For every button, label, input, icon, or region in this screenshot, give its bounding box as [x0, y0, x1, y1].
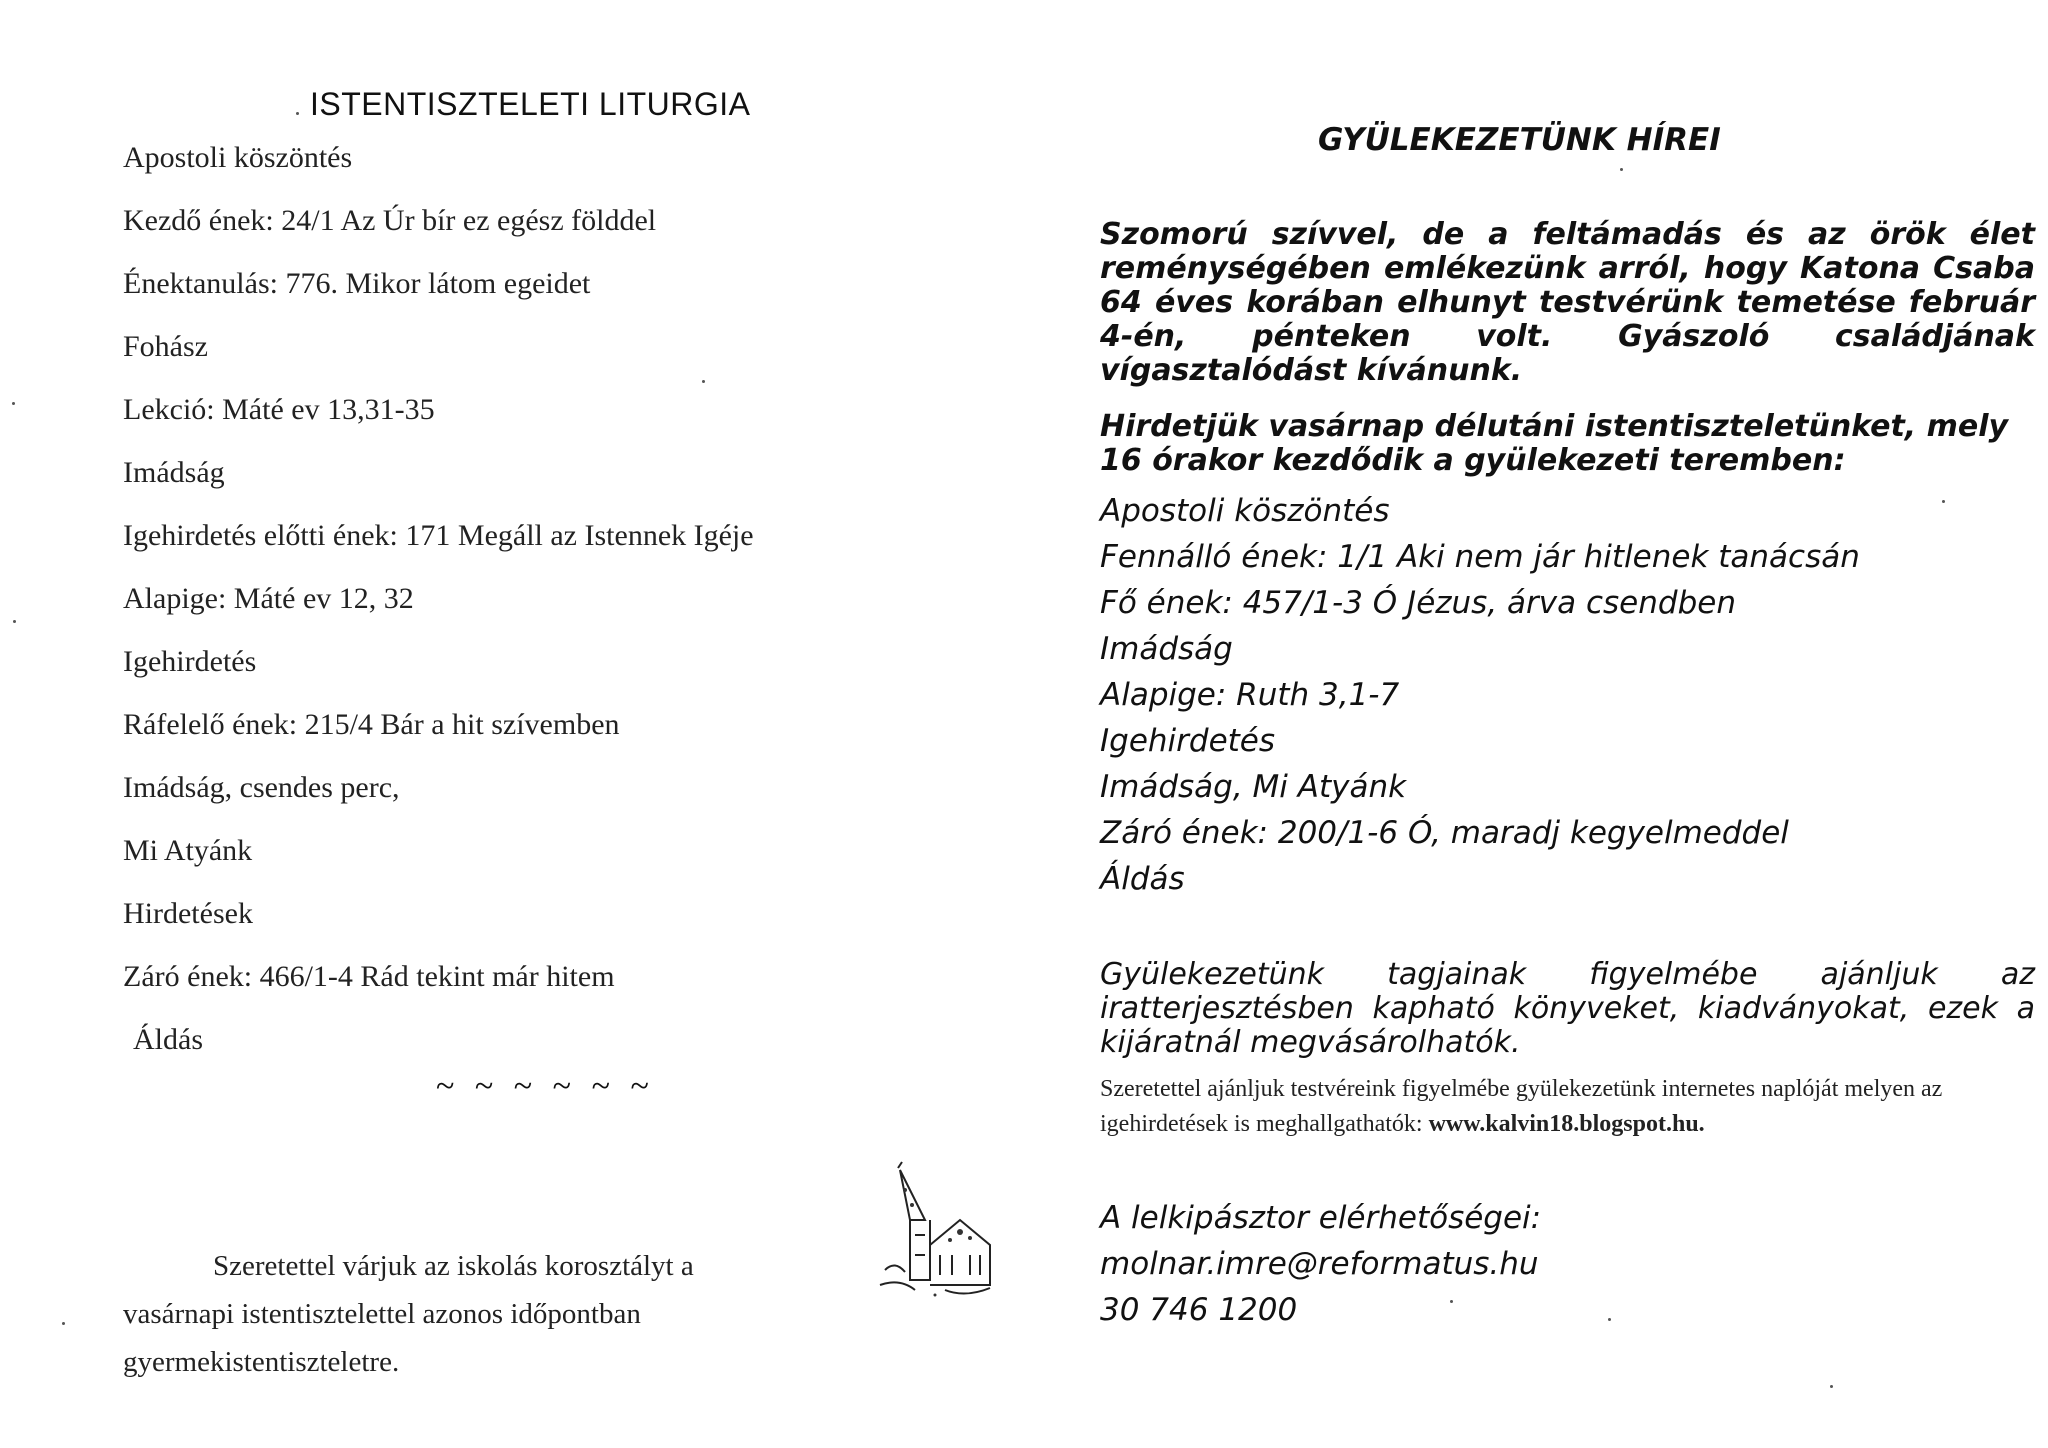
contact-email[interactable]: molnar.imre@reformatus.hu	[1100, 1246, 1539, 1282]
service-item: Igehirdetés	[1100, 723, 1276, 759]
children-invite-line: vasárnapi istentisztelettel azonos időpontban	[123, 1298, 641, 1330]
scan-speck	[1830, 1385, 1833, 1388]
scan-speck	[296, 112, 299, 115]
service-item: Fő ének: 457/1-3 Ó Jézus, árva csendben	[1100, 585, 1736, 621]
news-title: GYÜLEKEZETÜNK HÍREI	[1318, 122, 1721, 158]
service-item: Imádság	[1100, 631, 1233, 667]
blog-link[interactable]: www.kalvin18.blogspot.hu.	[1428, 1111, 1705, 1137]
scan-speck	[13, 620, 16, 623]
service-item: Fennálló ének: 1/1 Aki nem jár hitlenek tanácsán	[1100, 539, 1860, 575]
liturgy-item: Apostoli köszöntés	[123, 141, 353, 174]
scan-speck	[702, 380, 705, 383]
liturgy-item: Hirdetések	[123, 897, 253, 930]
scan-speck	[1942, 500, 1945, 503]
service-item: Imádság, Mi Atyánk	[1100, 769, 1407, 805]
service-item: Alapige: Ruth 3,1-7	[1100, 677, 1400, 713]
children-invite-line: gyermekistentiszteletre.	[123, 1346, 400, 1378]
liturgy-item: Énektanulás: 776. Mikor látom egeidet	[123, 267, 591, 300]
liturgy-item: Áldás	[133, 1023, 203, 1056]
liturgy-item: Záró ének: 466/1-4 Rád tekint már hitem	[123, 960, 615, 993]
liturgy-item: Lekció: Máté ev 13,31-35	[123, 393, 435, 426]
children-invite-line: Szeretettel várjuk az iskolás korosztályt a	[213, 1250, 694, 1282]
scan-speck	[1608, 1318, 1611, 1321]
liturgy-title: ISTENTISZTELETI LITURGIA	[310, 86, 751, 122]
blog-text: Szeretettel ajánljuk testvéreink figyelmébe gyülekezetünk internetes naplóját melyen az igehirdetések is meghallgathatók:	[1100, 1076, 1943, 1137]
mourning-notice: Szomorú szívvel, de a feltámadás és az örök élet reménységében emlékezünk arról, hogy Katona Csaba 64 éves korában elhunyt testvérünk temetése február 4-én, pénteken volt. Gyászoló családjának vígasztalódást kívánunk.	[1100, 217, 2035, 388]
liturgy-item: Fohász	[123, 330, 208, 363]
service-item: Áldás	[1100, 861, 1185, 897]
liturgy-item: Imádság, csendes perc,	[123, 771, 400, 804]
church-illustration	[870, 1160, 1020, 1310]
service-order-list	[1100, 488, 1860, 902]
contact-title: A lelkipásztor elérhetőségei:	[1100, 1200, 1542, 1236]
service-item: Záró ének: 200/1-6 Ó, maradj kegyelmeddel	[1100, 815, 1789, 851]
tilde-divider: ~ ~ ~ ~ ~ ~	[436, 1068, 655, 1105]
liturgy-item: Kezdő ének: 24/1 Az Úr bír ez egész földdel	[123, 204, 657, 237]
liturgy-list	[123, 134, 754, 1079]
pastor-contact	[1100, 1195, 1541, 1333]
service-item: Apostoli köszöntés	[1100, 493, 1390, 529]
liturgy-item: Imádság	[123, 456, 225, 489]
scan-speck	[1450, 1300, 1453, 1303]
liturgy-item: Alapige: Máté ev 12, 32	[123, 582, 414, 615]
booklet-notice: Gyülekezetünk tagjainak figyelmébe ajánljuk az iratterjesztésben kapható könyveket, kiadványokat, ezek a kijáratnál megvásárolhatók.	[1100, 957, 2035, 1060]
scan-speck	[12, 402, 15, 405]
scan-speck	[1620, 168, 1623, 171]
contact-phone: 30 746 1200	[1100, 1292, 1298, 1328]
service-announcement: Hirdetjük vasárnap délutáni istentiszteletünket, mely 16 órakor kezdődik a gyülekezeti teremben:	[1100, 409, 2009, 478]
liturgy-item: Mi Atyánk	[123, 834, 253, 867]
scan-speck	[62, 1322, 65, 1325]
children-invite	[123, 1242, 783, 1386]
liturgy-item: Ráfelelő ének: 215/4 Bár a hit szívemben	[123, 708, 620, 741]
liturgy-item: Igehirdetés előtti ének: 171 Megáll az Istennek Igéje	[123, 519, 754, 552]
blog-notice	[1100, 1072, 2035, 1142]
liturgy-item: Igehirdetés	[123, 645, 257, 678]
